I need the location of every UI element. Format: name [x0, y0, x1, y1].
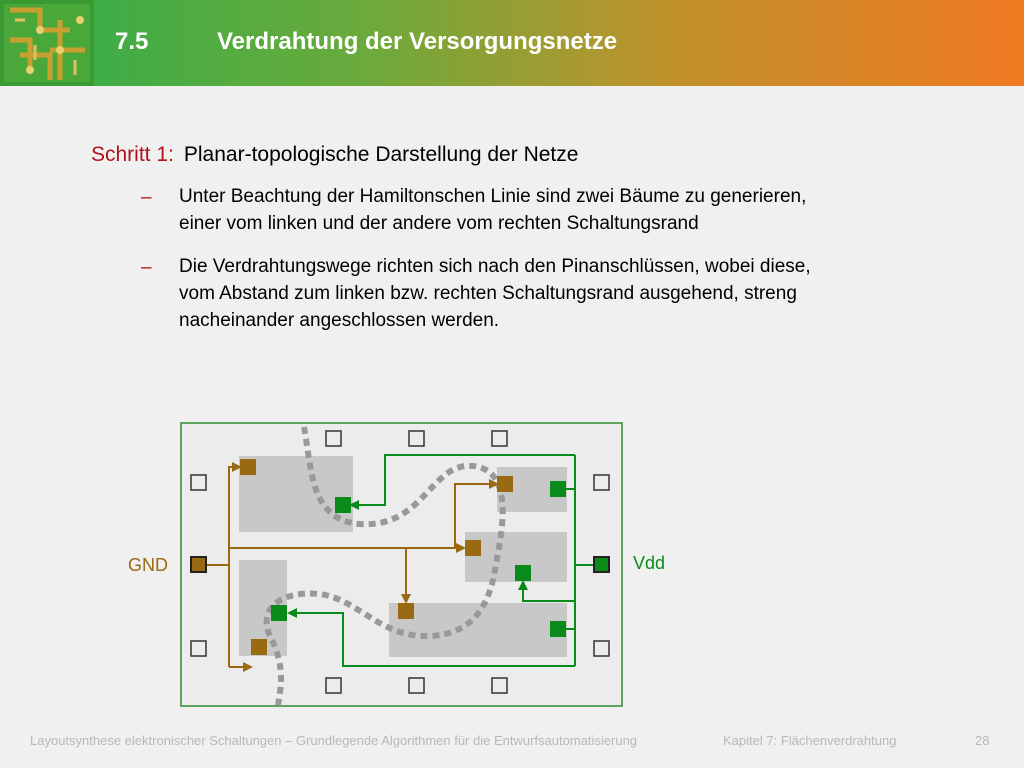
bullet-text-1: [179, 183, 959, 237]
gnd-label-outer: GND: [128, 555, 168, 575]
page-number: 28: [975, 733, 990, 748]
bullet-2-line-2: vom Abstand zum linken bzw. rechten Schaltungsrand ausgehend, streng: [179, 283, 797, 304]
bullet-text-2: [179, 253, 959, 334]
bullet-marker-1: –: [141, 187, 152, 208]
step-label: Schritt 1:: [91, 143, 174, 166]
step-title: Planar-topologische Darstellung der Netze: [183, 143, 579, 166]
footer-course: Layoutsynthese elektronischer Schaltungen – Grundlegende Algorithmen für die Entwurfsautomatisierung: [30, 733, 638, 748]
circuit-logo-icon: [0, 0, 94, 86]
step-heading: [91, 143, 578, 167]
vdd-label-outer: Vdd: [633, 553, 666, 573]
bullet-1-line-1: Unter Beachtung der Hamiltonschen Linie sind zwei Bäume zu generieren,: [179, 186, 807, 207]
vdd-pad: [594, 557, 609, 572]
bullet-1-line-2: einer vom linken und der andere vom rechten Schaltungsrand: [179, 213, 699, 234]
bullet-2-line-1: Die Verdrahtungswege richten sich nach den Pinanschlüssen, wobei diese,: [179, 256, 811, 277]
cell-1: [239, 456, 353, 532]
footer-chapter: Kapitel 7: Flächenverdrahtung: [723, 733, 897, 748]
chapter-number: 7.5: [115, 28, 149, 55]
page-title: Verdrahtung der Versorgungsnetze: [217, 28, 618, 55]
title-bar: [0, 0, 1024, 86]
bullet-marker-2: –: [141, 257, 152, 278]
gnd-pad: [191, 557, 206, 572]
bullet-2-line-3: nacheinander angeschlossen werden.: [179, 310, 500, 331]
power-routing-diagram: [176, 418, 628, 710]
